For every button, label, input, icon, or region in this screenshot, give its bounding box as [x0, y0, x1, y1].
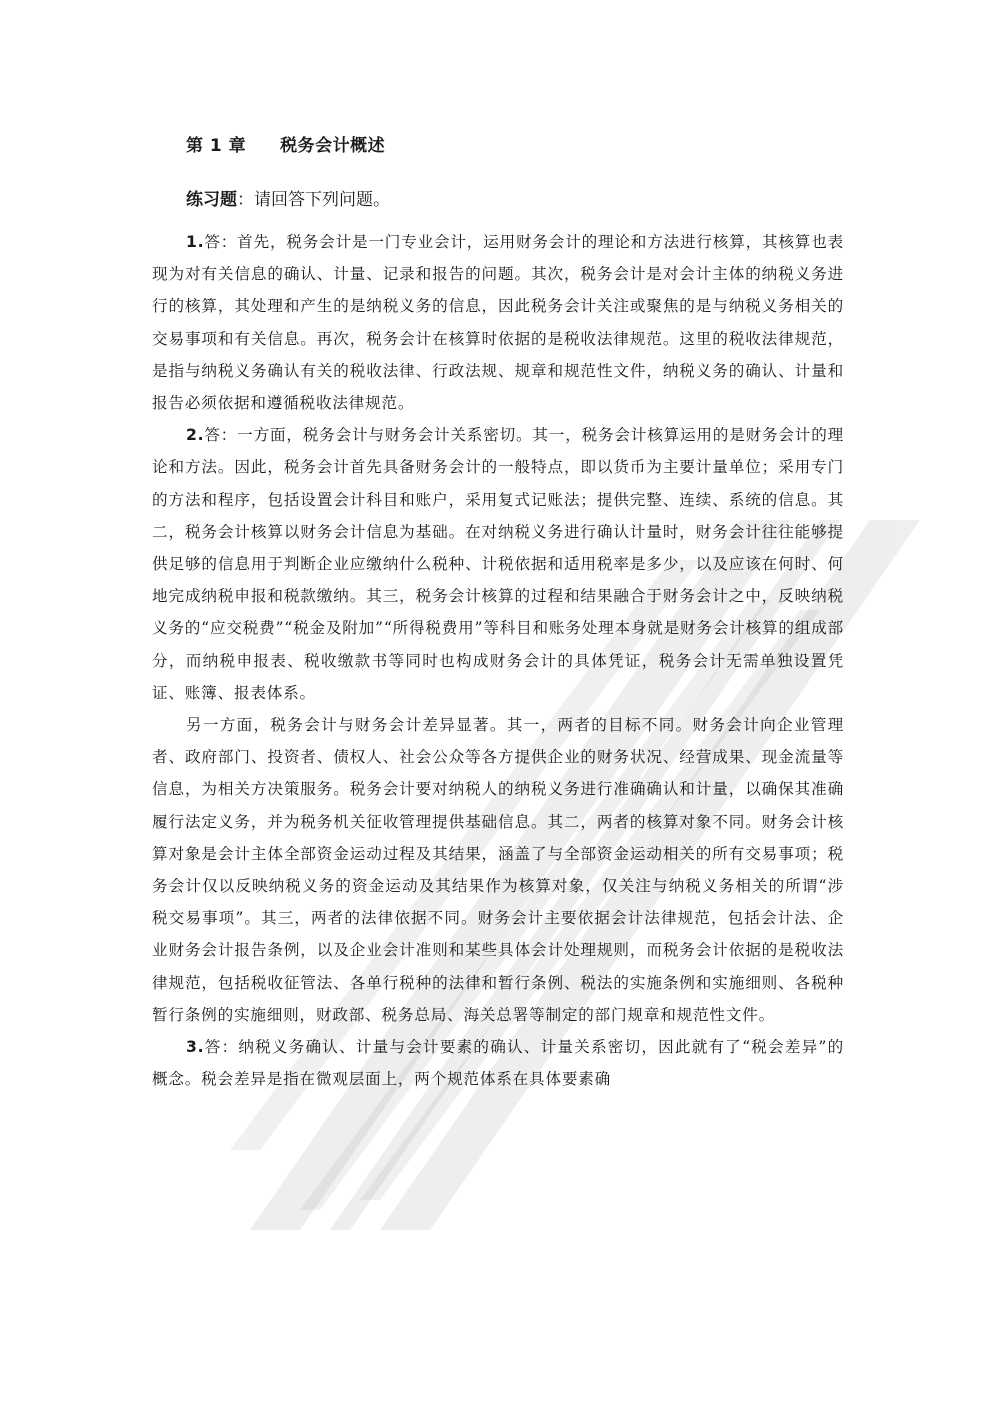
answer-3-number: 3. — [186, 1038, 205, 1057]
answer-2-number: 2. — [186, 426, 205, 445]
exercise-heading — [186, 184, 844, 216]
answer-2-text: 答：一方面，税务会计与财务会计关系密切。其一，税务会计核算运用的是财务会计的理论和方法。因此，税务会计首先具备财务会计的一般特点，即以货币为主要计量单位；采用专门的方法和程序，包括设置会计科目和账户，采用复式记账法；提供完整、连续、系统的信息。其二，税务会计核算以财务会计信息为基础。在对纳税义务进行确认计量时，财务会计往往能够提供足够的信息用于判断企业应缴纳什么税种、计税依据和适用税率是多少，以及应该在何时、何地完成纳税申报和税款缴纳。其三，税务会计核算的过程和结果融合于财务会计之中，反映纳税义务的“应交税费”“税金及附加”“所得税费用”等科目和账务处理本身就是财务会计核算的组成部分，而纳税申报表、税收缴款书等同时也构成财务会计的具体凭证，税务会计无需单独设置凭证、账簿、报表体系。 — [152, 426, 844, 702]
exercise-colon: ： — [237, 190, 254, 210]
answer-2-continued-paragraph — [152, 709, 844, 1031]
chapter-heading — [186, 130, 844, 162]
answer-2-continued-text: 另一方面，税务会计与财务会计差异显著。其一，两者的目标不同。财务会计向企业管理者、政府部门、投资者、债权人、社会公众等各方提供企业的财务状况、经营成果、现金流量等信息，为相关方决策服务。税务会计要对纳税人的纳税义务进行准确确认和计量，以确保其准确履行法定义务，并为税务机关征收管理提供基础信息。其二，两者的核算对象不同。财务会计核算对象是会计主体全部资金运动过程及其结果，涵盖了与全部资金运动相关的所有交易事项；税务会计仅以反映纳税义务的资金运动及其结果作为核算对象，仅关注与纳税义务相关的所谓“涉税交易事项”。其三，两者的法律依据不同。财务会计主要依据会计法律规范，包括会计法、企业财务会计报告条例，以及企业会计准则和某些具体会计处理规则，而税务会计依据的是税收法律规范，包括税收征管法、各单行税种的法律和暂行条例、税法的实施条例和实施细则、各税种暂行条例的实施细则，财政部、税务总局、海关总署等制定的部门规章和规范性文件。 — [152, 716, 844, 1024]
answer-2-paragraph — [152, 419, 844, 709]
answer-1-number: 1. — [186, 233, 205, 251]
answer-3-paragraph — [152, 1031, 844, 1095]
exercise-instruction: 请回答下列问题。 — [254, 190, 390, 210]
answer-1-paragraph — [152, 226, 844, 419]
page-content — [152, 130, 844, 1095]
chapter-number: 第 1 章 — [186, 136, 247, 156]
chapter-title: 税务会计概述 — [280, 136, 386, 156]
answer-3-text: 答：纳税义务确认、计量与会计要素的确认、计量关系密切，因此就有了“税会差异”的概念。税会差异是指在微观层面上，两个规范体系在具体要素确 — [152, 1038, 844, 1089]
answer-1-text: 答：首先，税务会计是一门专业会计，运用财务会计的理论和方法进行核算，其核算也表现为对有关信息的确认、计量、记录和报告的问题。其次，税务会计是对会计主体的纳税义务进行的核算，其处理和产生的是纳税义务的信息，因此税务会计关注或聚焦的是与纳税义务相关的交易事项和有关信息。再次，税务会计在核算时依据的是税收法律规范。这里的税收法律规范，是指与纳税义务确认有关的税收法律、行政法规、规章和规范性文件，纳税义务的确认、计量和报告必须依据和遵循税收法律规范。 — [152, 233, 844, 413]
exercise-label: 练习题 — [186, 190, 237, 210]
